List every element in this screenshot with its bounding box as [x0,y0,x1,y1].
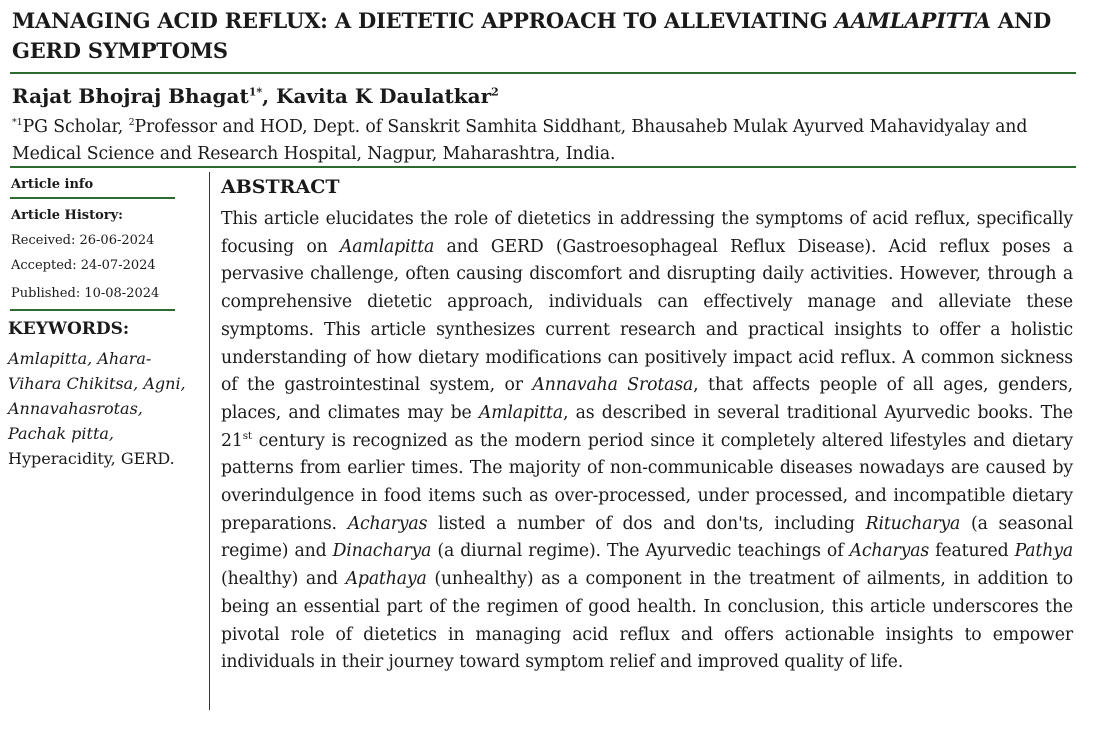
affiliation-mark-1: *1 [12,117,23,129]
keywords-heading: KEYWORDS: [8,319,130,339]
affiliation [12,114,1082,168]
abstract-term: Acharyas [849,541,930,562]
abstract-text: (a diurnal regime). The Ayurvedic teachings of [431,541,850,562]
article-info-heading: Article info [11,177,94,192]
abstract-term: Ritucharya [865,513,961,534]
abstract-term: Dinacharya [332,541,432,562]
author-list [12,81,499,111]
title-italic: AAMLAPITTA [834,8,991,33]
abstract-text: , that affects people of all ages, genders, places, and climates may be [221,375,1073,423]
abstract-text: (unhealthy) as a component in the treatment of ailments, in addition to being an essential part of the regimen of good health. In conclusion, this article underscores the pivotal role of dietetics in managing acid reflux and offers actionable insights to empower individuals in their journey toward symptom relief and improved quality of life. [221,569,1073,673]
keywords-list [8,346,198,471]
keywords-plain: Hyperacidity, GERD. [8,449,175,468]
article-history-label: Article History: [11,208,123,223]
abstract-body [221,206,1073,677]
affiliation-mark-2: 2 [128,117,135,129]
abstract-text: listed a number of dos and don'ts, including [427,513,866,534]
abstract-text: This article elucidates the role of dietetics in addressing the symptoms of acid reflux, specifically focusing on [221,209,1073,257]
author-separator: , [262,84,277,108]
abstract-term: Aamlapitta [339,236,435,257]
author-2: Kavita K Daulatkar [276,84,492,108]
history-rule [10,309,175,311]
author-1: Rajat Bhojraj Bhagat [12,84,249,108]
abstract-text: (a seasonal regime) and [221,513,1073,562]
affiliation-text: Professor and HOD, Dept. of Sanskrit Samhita Siddhant, Bhausaheb Mulak Ayurved Mahavidyalay and Medical Science and Research Hospital, Nagpur, Maharashtra, India. [12,117,1028,164]
article-info-rule [10,197,175,199]
abstract-heading: ABSTRACT [221,176,340,198]
accepted-date: Accepted: 24-07-2024 [11,258,156,273]
abstract-text: (healthy) and [221,569,346,590]
author-1-mark: 1* [248,85,263,99]
abstract-text: featured [929,541,1015,562]
abstract-text: and GERD (Gastroesophageal Reflux Disease). Acid reflux poses a pervasive challenge, often causing discomfort and disrupting daily activities. However, through a comprehensive dietetic approach, individuals can effectively manage and alleviate these symptoms. This article synthesizes current research and practical insights to offer a holistic understanding of how dietary modifications can positively impact acid reflux. A common sickness of the gastrointestinal system, or [221,236,1073,396]
abstract-term: Acharyas [347,513,428,534]
abstract-text: century is recognized as the modern period since it completely altered lifestyles and dietary patterns from earlier times. The majority of non-communicable diseases nowadays are caused by overindulgence in food items such as over-processed, under processed, and incompatible dietary preparations. [221,430,1073,534]
title-text: MANAGING ACID REFLUX: A DIETETIC APPROACH TO ALLEVIATING [12,8,835,33]
affiliation-rule [10,166,1076,168]
keywords-italic: Amlapitta, Ahara-Vihara Chikitsa, Agni, Annavahasrotas, Pachak pitta, [8,349,186,443]
paper-title [12,6,1072,66]
abstract-text: , as described in several traditional Ayurvedic books. The 21 [221,402,1073,451]
abstract-term: Apathaya [345,569,427,590]
abstract-term: Pathya [1014,541,1073,562]
column-divider [209,172,210,710]
author-2-mark: 2 [491,85,499,99]
affiliation-role-1: PG Scholar, [22,117,129,137]
abstract-term: Annavaha Srotasa [532,375,694,396]
received-date: Received: 26-06-2024 [11,233,155,248]
abstract-term: Amlapitta [478,402,563,423]
abstract-superscript: st [242,429,252,442]
published-date: Published: 10-08-2024 [11,286,160,301]
title-text-end: AND GERD SYMPTOMS [12,8,1051,63]
title-rule [10,72,1076,74]
